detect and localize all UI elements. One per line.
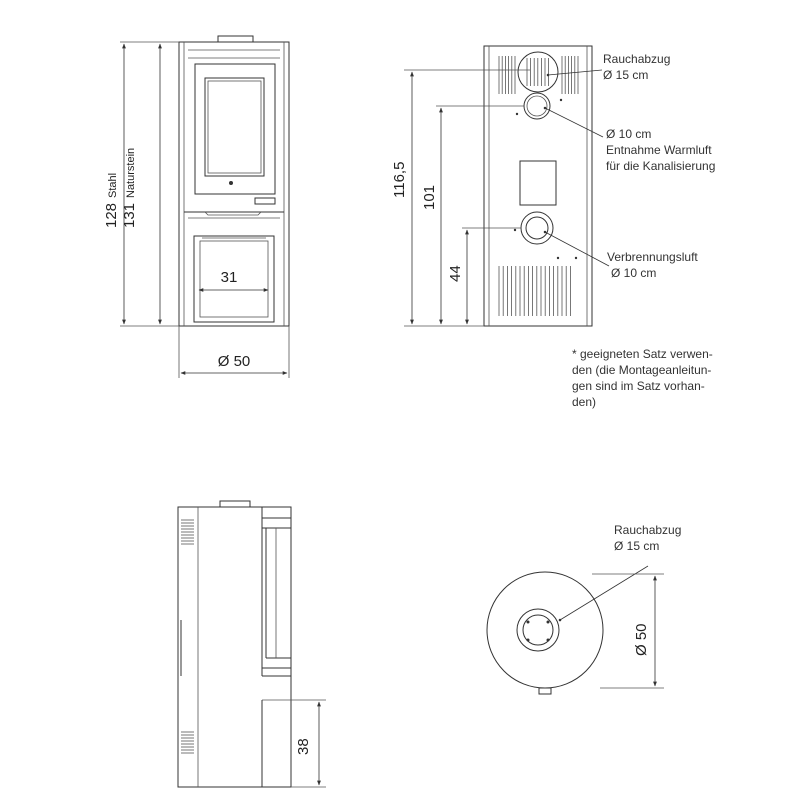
top-flue-diameter: Ø 15 cm: [614, 539, 660, 553]
note-line-1: * geeigneten Satz verwen-: [572, 347, 713, 361]
top-flue-title: Rauchabzug: [614, 523, 682, 537]
warm-air-diameter: Ø 10 cm: [606, 127, 652, 141]
combustion-height-label: 44: [447, 265, 464, 282]
warm-air-line1: Entnahme Warmluft: [606, 143, 712, 157]
base-height-label: 38: [295, 738, 312, 755]
side-top-cap: [220, 501, 250, 507]
warm-air-line2: für die Kanalisierung: [606, 159, 716, 173]
flue-title: Rauchabzug: [603, 52, 671, 66]
height-stone-value: 131: [121, 202, 138, 228]
flue-height-label: 116,5: [391, 161, 408, 198]
rear-view: [391, 46, 715, 409]
front-view: [103, 36, 289, 378]
note-line-4: den): [572, 395, 597, 409]
combustion-diameter: Ø 10 cm: [611, 266, 657, 280]
dimension-diameter-label: Ø 50: [217, 353, 251, 370]
note-line-3: gen sind im Satz vorhan-: [572, 379, 705, 393]
side-body: [178, 507, 291, 787]
front-top-cap: [218, 36, 253, 42]
height-stone-label: Naturstein: [125, 147, 137, 198]
dimension-inner-width-label: 31: [220, 269, 238, 286]
height-steel-value: 128: [103, 202, 120, 228]
warm-air-height-label: 101: [421, 184, 438, 210]
side-view: [178, 501, 326, 787]
combustion-title: Verbrennungsluft: [607, 250, 698, 264]
flue-diameter: Ø 15 cm: [603, 68, 649, 82]
top-view: [487, 523, 681, 694]
height-steel-label: Stahl: [107, 172, 119, 198]
top-rear-stub: [539, 688, 551, 694]
logo-mark: [229, 181, 233, 185]
warm-air-outlet: [524, 93, 550, 119]
note-line-2: den (die Montageanleitun-: [572, 363, 712, 377]
top-diameter-label: Ø 50: [633, 623, 650, 656]
